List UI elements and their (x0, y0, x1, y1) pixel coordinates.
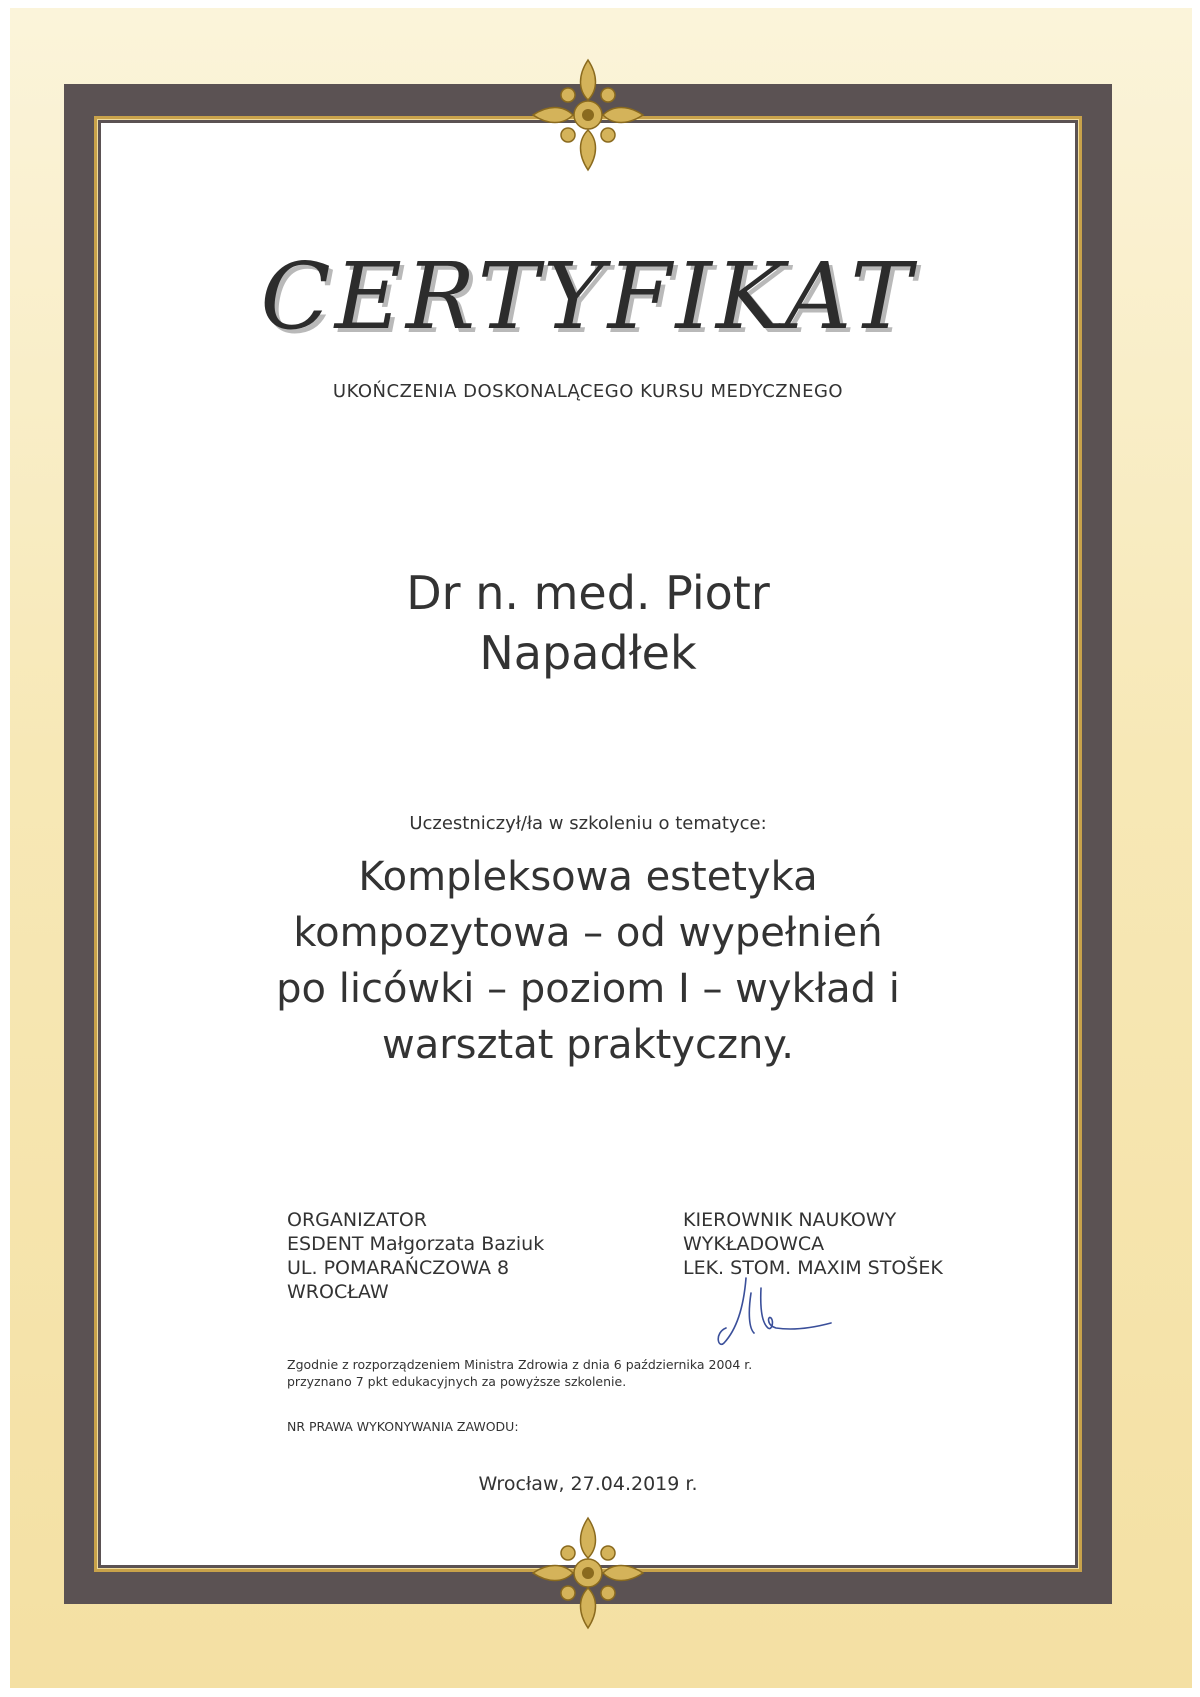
lecturer-label: WYKŁADOWCA (683, 1233, 825, 1255)
lecturer-block (683, 1208, 943, 1280)
recipient-name-line1: Dr n. med. Piotr (406, 566, 770, 620)
course-topic-line: Kompleksowa estetyka (358, 854, 818, 900)
course-topic-line: warsztat praktyczny. (382, 1022, 794, 1068)
certificate-content (101, 123, 1075, 1565)
scientific-director-label: KIEROWNIK NAUKOWY (683, 1209, 897, 1231)
organizer-label: ORGANIZATOR (287, 1209, 427, 1231)
place-and-date: Wrocław, 27.04.2019 r. (478, 1473, 698, 1495)
organizer-block (287, 1208, 544, 1304)
regulation-line2: przyznano 7 pkt edukacyjnych za powyższe szkolenie. (287, 1374, 627, 1389)
certificate-title: CERTYFIKAT (260, 243, 916, 350)
lecturer-name: LEK. STOM. MAXIM STOŠEK (683, 1257, 943, 1279)
recipient-name-line2: Napadłek (479, 626, 697, 680)
participation-label: Uczestniczył/ła w szkoleniu o tematyce: (409, 813, 767, 834)
dark-frame (64, 84, 1112, 1604)
organizer-city: WROCŁAW (287, 1281, 389, 1303)
certificate-background (10, 8, 1192, 1688)
license-number-label: NR PRAWA WYKONYWANIA ZAWODU: (287, 1419, 519, 1434)
certificate-subtitle: UKOŃCZENIA DOSKONALĄCEGO KURSU MEDYCZNEGO (332, 381, 844, 402)
regulation-note (287, 1356, 752, 1390)
organizer-street: UL. POMARAŃCZOWA 8 (287, 1257, 510, 1279)
recipient-name (208, 563, 968, 683)
regulation-line1: Zgodnie z rozporządzeniem Ministra Zdrowia z dnia 6 października 2004 r. (287, 1357, 753, 1372)
gold-filigree-ornament-icon (523, 1508, 653, 1638)
course-topic-line: po licówki – poziom I – wykład i (276, 966, 900, 1012)
gold-filigree-ornament-icon (523, 50, 653, 180)
organizer-company: ESDENT Małgorzata Baziuk (287, 1233, 545, 1255)
course-topic-line: kompozytowa – od wypełnień (293, 910, 883, 956)
handwritten-signature (716, 1273, 836, 1353)
course-topic (201, 849, 975, 1073)
